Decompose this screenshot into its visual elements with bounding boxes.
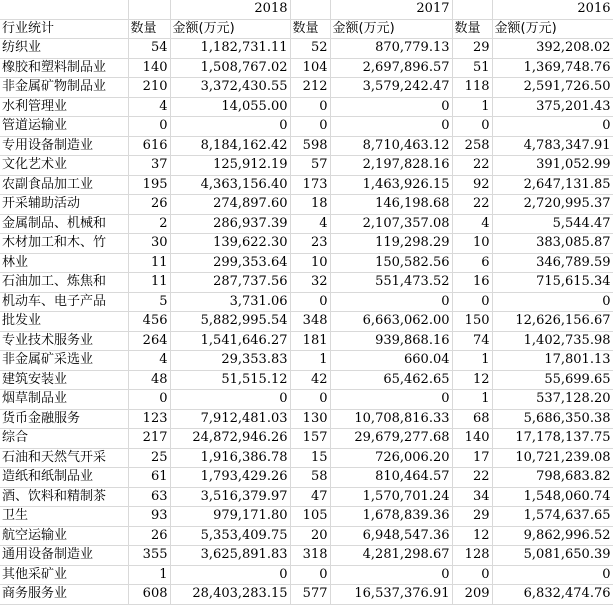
count-2018-cell[interactable]: 264: [128, 331, 170, 351]
count-2016-cell[interactable]: 118: [452, 78, 492, 98]
count-2018-cell[interactable]: 54: [128, 39, 170, 59]
amount-2017-cell[interactable]: 1,678,839.36: [330, 507, 452, 527]
count-2017-cell[interactable]: 1: [290, 351, 330, 371]
count-2016-cell[interactable]: 1: [452, 97, 492, 117]
amount-2017-cell[interactable]: 551,473.52: [330, 273, 452, 293]
count-2016-cell[interactable]: 258: [452, 136, 492, 156]
amount-2017-cell[interactable]: 2,107,357.08: [330, 214, 452, 234]
count-2017-cell[interactable]: 104: [290, 58, 330, 78]
count-2017-cell[interactable]: 58: [290, 468, 330, 488]
table-row: [0, 117, 613, 137]
category-cell[interactable]: 酒、饮料和精制茶: [0, 487, 128, 507]
amount-2016-cell[interactable]: 17,801.13: [492, 351, 613, 371]
table-row: [0, 390, 613, 410]
count-2016-cell[interactable]: 6: [452, 253, 492, 273]
table-row: [0, 195, 613, 215]
count-2017-cell[interactable]: 42: [290, 370, 330, 390]
amount-2016-cell[interactable]: 0: [492, 565, 613, 585]
table-row: [0, 292, 613, 312]
count-2018-cell[interactable]: 616: [128, 136, 170, 156]
count-2017-cell[interactable]: 173: [290, 175, 330, 195]
amount-2016-cell[interactable]: 391,052.99: [492, 156, 613, 176]
count-2017-cell[interactable]: 23: [290, 234, 330, 254]
count-2018-cell[interactable]: 1: [128, 565, 170, 585]
count-2018-cell[interactable]: 2: [128, 214, 170, 234]
category-cell[interactable]: 通用设备制造业: [0, 546, 128, 566]
category-cell[interactable]: 金属制品、机械和: [0, 214, 128, 234]
year-cell-empty[interactable]: [0, 0, 128, 19]
table-row: [0, 507, 613, 527]
amount-2016-cell[interactable]: 537,128.20: [492, 390, 613, 410]
year-cell-empty[interactable]: [452, 0, 492, 19]
count-2016-cell[interactable]: 140: [452, 429, 492, 449]
amount-2018-cell[interactable]: 1,541,646.27: [170, 331, 290, 351]
count-2017-cell[interactable]: 181: [290, 331, 330, 351]
amount-2017-cell[interactable]: 4,281,298.67: [330, 546, 452, 566]
count-2016-cell[interactable]: 12: [452, 370, 492, 390]
category-cell[interactable]: 非金属矿物制品业: [0, 78, 128, 98]
category-cell[interactable]: 农副食品加工业: [0, 175, 128, 195]
amount-2018-cell[interactable]: 5,353,409.75: [170, 526, 290, 546]
amount-2017-cell[interactable]: 3,579,242.47: [330, 78, 452, 98]
amount-2017-cell[interactable]: 870,779.13: [330, 39, 452, 59]
count-2016-cell[interactable]: 29: [452, 507, 492, 527]
count-2016-cell[interactable]: 68: [452, 409, 492, 429]
category-cell[interactable]: 综合: [0, 429, 128, 449]
category-cell[interactable]: 商务服务业: [0, 585, 128, 605]
count-2017-cell[interactable]: 577: [290, 585, 330, 605]
count-2017-cell[interactable]: 0: [290, 292, 330, 312]
amount-2018-cell[interactable]: 3,625,891.83: [170, 546, 290, 566]
count-2018-cell[interactable]: 355: [128, 546, 170, 566]
table-row: [0, 58, 613, 78]
category-cell[interactable]: 石油和天然气开采: [0, 448, 128, 468]
amount-2018-cell[interactable]: 1,793,429.26: [170, 468, 290, 488]
amount-2016-cell[interactable]: 346,789.59: [492, 253, 613, 273]
amount-2018-cell[interactable]: 0: [170, 565, 290, 585]
table-row: [0, 546, 613, 566]
count-2018-cell[interactable]: 26: [128, 195, 170, 215]
count-2016-cell[interactable]: 1: [452, 351, 492, 371]
count-2017-cell[interactable]: 130: [290, 409, 330, 429]
count-2018-cell[interactable]: 30: [128, 234, 170, 254]
amount-2017-cell[interactable]: 119,298.29: [330, 234, 452, 254]
header-count-2018[interactable]: 数量: [128, 19, 170, 39]
category-cell[interactable]: 专业技术服务业: [0, 331, 128, 351]
table-row: [0, 487, 613, 507]
amount-2016-cell[interactable]: 392,208.02: [492, 39, 613, 59]
category-cell[interactable]: 货币金融服务: [0, 409, 128, 429]
count-2018-cell[interactable]: 0: [128, 117, 170, 137]
count-2017-cell[interactable]: 348: [290, 312, 330, 332]
count-2017-cell[interactable]: 4: [290, 214, 330, 234]
amount-2016-cell[interactable]: 0: [492, 292, 613, 312]
count-2018-cell[interactable]: 48: [128, 370, 170, 390]
category-cell[interactable]: 烟草制品业: [0, 390, 128, 410]
amount-2018-cell[interactable]: 8,184,162.42: [170, 136, 290, 156]
table-row: [0, 312, 613, 332]
count-2016-cell[interactable]: 1: [452, 390, 492, 410]
amount-2018-cell[interactable]: 286,937.39: [170, 214, 290, 234]
category-cell[interactable]: 其他采矿业: [0, 565, 128, 585]
count-2018-cell[interactable]: 4: [128, 97, 170, 117]
count-2016-cell[interactable]: 4: [452, 214, 492, 234]
amount-2018-cell[interactable]: 1,508,767.02: [170, 58, 290, 78]
amount-2018-cell[interactable]: 29,353.83: [170, 351, 290, 371]
header-count-2016[interactable]: 数量: [452, 19, 492, 39]
category-cell[interactable]: 管道运输业: [0, 117, 128, 137]
amount-2017-cell[interactable]: 810,464.57: [330, 468, 452, 488]
amount-2017-cell[interactable]: 0: [330, 292, 452, 312]
amount-2016-cell[interactable]: 5,686,350.38: [492, 409, 613, 429]
count-2016-cell[interactable]: 12: [452, 526, 492, 546]
count-2017-cell[interactable]: 32: [290, 273, 330, 293]
amount-2016-cell[interactable]: 17,178,137.75: [492, 429, 613, 449]
amount-2018-cell[interactable]: 299,353.64: [170, 253, 290, 273]
table-row: [0, 78, 613, 98]
amount-2016-cell[interactable]: 1,402,735.98: [492, 331, 613, 351]
year-cell-empty[interactable]: [128, 0, 170, 19]
table-row: [0, 331, 613, 351]
table-row: [0, 175, 613, 195]
amount-2018-cell[interactable]: 125,912.19: [170, 156, 290, 176]
amount-2017-cell[interactable]: 65,462.65: [330, 370, 452, 390]
amount-2016-cell[interactable]: 375,201.43: [492, 97, 613, 117]
amount-2018-cell[interactable]: 3,516,379.97: [170, 487, 290, 507]
amount-2018-cell[interactable]: 979,171.80: [170, 507, 290, 527]
table-row: [0, 448, 613, 468]
count-2016-cell[interactable]: 17: [452, 448, 492, 468]
count-2017-cell[interactable]: 105: [290, 507, 330, 527]
count-2016-cell[interactable]: 0: [452, 117, 492, 137]
category-cell[interactable]: 石油加工、炼焦和: [0, 273, 128, 293]
amount-2016-cell[interactable]: 1,369,748.76: [492, 58, 613, 78]
amount-2018-cell[interactable]: 7,912,481.03: [170, 409, 290, 429]
count-2016-cell[interactable]: 0: [452, 292, 492, 312]
header-category[interactable]: 行业统计: [0, 19, 128, 39]
count-2016-cell[interactable]: 74: [452, 331, 492, 351]
count-2016-cell[interactable]: 209: [452, 585, 492, 605]
amount-2016-cell[interactable]: 715,615.34: [492, 273, 613, 293]
count-2017-cell[interactable]: 0: [290, 117, 330, 137]
amount-2016-cell[interactable]: 4,783,347.91: [492, 136, 613, 156]
table-row: [0, 370, 613, 390]
amount-2018-cell[interactable]: 287,737.56: [170, 273, 290, 293]
table-row: [0, 526, 613, 546]
count-2018-cell[interactable]: 0: [128, 390, 170, 410]
year-cell-2017[interactable]: 2017: [330, 0, 452, 19]
count-2016-cell[interactable]: 51: [452, 58, 492, 78]
count-2016-cell[interactable]: 10: [452, 234, 492, 254]
year-cell-empty[interactable]: [290, 0, 330, 19]
table-row: [0, 585, 613, 605]
amount-2016-cell[interactable]: 10,721,239.08: [492, 448, 613, 468]
header-count-2017[interactable]: 数量: [290, 19, 330, 39]
count-2017-cell[interactable]: 0: [290, 565, 330, 585]
table-row: [0, 409, 613, 429]
table-row: [0, 97, 613, 117]
amount-2017-cell[interactable]: 6,663,062.00: [330, 312, 452, 332]
category-cell[interactable]: 航空运输业: [0, 526, 128, 546]
count-2018-cell[interactable]: 4: [128, 351, 170, 371]
table-row: [0, 429, 613, 449]
amount-2017-cell[interactable]: 1,570,701.24: [330, 487, 452, 507]
table-row: [0, 273, 613, 293]
amount-2016-cell[interactable]: 383,085.87: [492, 234, 613, 254]
count-2018-cell[interactable]: 195: [128, 175, 170, 195]
amount-2018-cell[interactable]: 139,622.30: [170, 234, 290, 254]
category-cell[interactable]: 批发业: [0, 312, 128, 332]
amount-2016-cell[interactable]: 9,862,996.52: [492, 526, 613, 546]
amount-2018-cell[interactable]: 1,182,731.11: [170, 39, 290, 59]
header-row: [0, 19, 613, 39]
count-2016-cell[interactable]: 29: [452, 39, 492, 59]
count-2017-cell[interactable]: 157: [290, 429, 330, 449]
amount-2018-cell[interactable]: 51,515.12: [170, 370, 290, 390]
year-row: [0, 0, 613, 19]
amount-2017-cell[interactable]: 0: [330, 117, 452, 137]
count-2016-cell[interactable]: 22: [452, 468, 492, 488]
category-cell[interactable]: 造纸和纸制品业: [0, 468, 128, 488]
count-2017-cell[interactable]: 318: [290, 546, 330, 566]
table-row: [0, 565, 613, 585]
amount-2017-cell[interactable]: 2,697,896.57: [330, 58, 452, 78]
amount-2018-cell[interactable]: 4,363,156.40: [170, 175, 290, 195]
category-cell[interactable]: 专用设备制造业: [0, 136, 128, 156]
category-cell[interactable]: 开采辅助活动: [0, 195, 128, 215]
amount-2017-cell[interactable]: 939,868.16: [330, 331, 452, 351]
amount-2017-cell[interactable]: 29,679,277.68: [330, 429, 452, 449]
amount-2018-cell[interactable]: 0: [170, 117, 290, 137]
header-amount-2018[interactable]: 金额(万元): [170, 19, 290, 39]
amount-2018-cell[interactable]: 0: [170, 390, 290, 410]
count-2018-cell[interactable]: 456: [128, 312, 170, 332]
count-2017-cell[interactable]: 598: [290, 136, 330, 156]
count-2017-cell[interactable]: 57: [290, 156, 330, 176]
amount-2018-cell[interactable]: 3,372,430.55: [170, 78, 290, 98]
table-row: [0, 253, 613, 273]
table-row: [0, 39, 613, 59]
amount-2016-cell[interactable]: 798,683.82: [492, 468, 613, 488]
amount-2016-cell[interactable]: 5,081,650.39: [492, 546, 613, 566]
year-cell-2016[interactable]: 2016: [492, 0, 613, 19]
amount-2017-cell[interactable]: 1,463,926.15: [330, 175, 452, 195]
count-2016-cell[interactable]: 22: [452, 195, 492, 215]
amount-2017-cell[interactable]: 8,710,463.12: [330, 136, 452, 156]
count-2018-cell[interactable]: 25: [128, 448, 170, 468]
amount-2016-cell[interactable]: 55,699.65: [492, 370, 613, 390]
count-2017-cell[interactable]: 212: [290, 78, 330, 98]
amount-2017-cell[interactable]: 146,198.68: [330, 195, 452, 215]
table-row: [0, 234, 613, 254]
amount-2017-cell[interactable]: 0: [330, 565, 452, 585]
count-2018-cell[interactable]: 11: [128, 253, 170, 273]
category-cell[interactable]: 纺织业: [0, 39, 128, 59]
amount-2017-cell[interactable]: 0: [330, 390, 452, 410]
table-row: [0, 156, 613, 176]
table-row: [0, 214, 613, 234]
count-2017-cell[interactable]: 0: [290, 97, 330, 117]
amount-2016-cell[interactable]: 5,544.47: [492, 214, 613, 234]
amount-2017-cell[interactable]: 726,006.20: [330, 448, 452, 468]
count-2018-cell[interactable]: 93: [128, 507, 170, 527]
amount-2016-cell[interactable]: 0: [492, 117, 613, 137]
count-2018-cell[interactable]: 140: [128, 58, 170, 78]
amount-2018-cell[interactable]: 5,882,995.54: [170, 312, 290, 332]
header-amount-2017[interactable]: 金额(万元): [330, 19, 452, 39]
amount-2017-cell[interactable]: 660.04: [330, 351, 452, 371]
amount-2017-cell[interactable]: 0: [330, 97, 452, 117]
amount-2018-cell[interactable]: 274,897.60: [170, 195, 290, 215]
table-row: [0, 351, 613, 371]
count-2018-cell[interactable]: 5: [128, 292, 170, 312]
category-cell[interactable]: 卫生: [0, 507, 128, 527]
count-2017-cell[interactable]: 18: [290, 195, 330, 215]
count-2017-cell[interactable]: 52: [290, 39, 330, 59]
amount-2018-cell[interactable]: 1,916,386.78: [170, 448, 290, 468]
count-2016-cell[interactable]: 92: [452, 175, 492, 195]
category-cell[interactable]: 非金属矿采选业: [0, 351, 128, 371]
table-row: [0, 136, 613, 156]
amount-2016-cell[interactable]: 2,720,995.37: [492, 195, 613, 215]
count-2018-cell[interactable]: 61: [128, 468, 170, 488]
count-2017-cell[interactable]: 47: [290, 487, 330, 507]
amount-2016-cell[interactable]: 2,591,726.50: [492, 78, 613, 98]
amount-2018-cell[interactable]: 24,872,946.26: [170, 429, 290, 449]
amount-2016-cell[interactable]: 12,626,156.67: [492, 312, 613, 332]
amount-2018-cell[interactable]: 14,055.00: [170, 97, 290, 117]
table-row: [0, 468, 613, 488]
amount-2017-cell[interactable]: 16,537,376.91: [330, 585, 452, 605]
category-cell[interactable]: 水利管理业: [0, 97, 128, 117]
count-2018-cell[interactable]: 26: [128, 526, 170, 546]
count-2017-cell[interactable]: 10: [290, 253, 330, 273]
header-amount-2016[interactable]: 金额(万元): [492, 19, 613, 39]
amount-2017-cell[interactable]: 150,582.56: [330, 253, 452, 273]
category-cell[interactable]: 橡胶和塑料制品业: [0, 58, 128, 78]
count-2018-cell[interactable]: 123: [128, 409, 170, 429]
amount-2017-cell[interactable]: 10,708,816.33: [330, 409, 452, 429]
category-cell[interactable]: 林业: [0, 253, 128, 273]
count-2016-cell[interactable]: 0: [452, 565, 492, 585]
count-2018-cell[interactable]: 37: [128, 156, 170, 176]
count-2018-cell[interactable]: 11: [128, 273, 170, 293]
count-2017-cell[interactable]: 0: [290, 390, 330, 410]
amount-2018-cell[interactable]: 3,731.06: [170, 292, 290, 312]
amount-2016-cell[interactable]: 6,832,474.76: [492, 585, 613, 605]
category-cell[interactable]: 木材加工和木、竹: [0, 234, 128, 254]
count-2018-cell[interactable]: 210: [128, 78, 170, 98]
category-cell[interactable]: 文化艺术业: [0, 156, 128, 176]
count-2017-cell[interactable]: 20: [290, 526, 330, 546]
amount-2016-cell[interactable]: 2,647,131.85: [492, 175, 613, 195]
amount-2016-cell[interactable]: 1,574,637.65: [492, 507, 613, 527]
count-2018-cell[interactable]: 63: [128, 487, 170, 507]
amount-2016-cell[interactable]: 1,548,060.74: [492, 487, 613, 507]
count-2017-cell[interactable]: 15: [290, 448, 330, 468]
category-cell[interactable]: 机动车、电子产品: [0, 292, 128, 312]
amount-2017-cell[interactable]: 2,197,828.16: [330, 156, 452, 176]
count-2018-cell[interactable]: 217: [128, 429, 170, 449]
count-2018-cell[interactable]: 608: [128, 585, 170, 605]
count-2016-cell[interactable]: 16: [452, 273, 492, 293]
count-2016-cell[interactable]: 34: [452, 487, 492, 507]
count-2016-cell[interactable]: 128: [452, 546, 492, 566]
category-cell[interactable]: 建筑安装业: [0, 370, 128, 390]
count-2016-cell[interactable]: 150: [452, 312, 492, 332]
amount-2018-cell[interactable]: 28,403,283.15: [170, 585, 290, 605]
year-cell-2018[interactable]: 2018: [170, 0, 290, 19]
amount-2017-cell[interactable]: 6,948,547.36: [330, 526, 452, 546]
count-2016-cell[interactable]: 22: [452, 156, 492, 176]
